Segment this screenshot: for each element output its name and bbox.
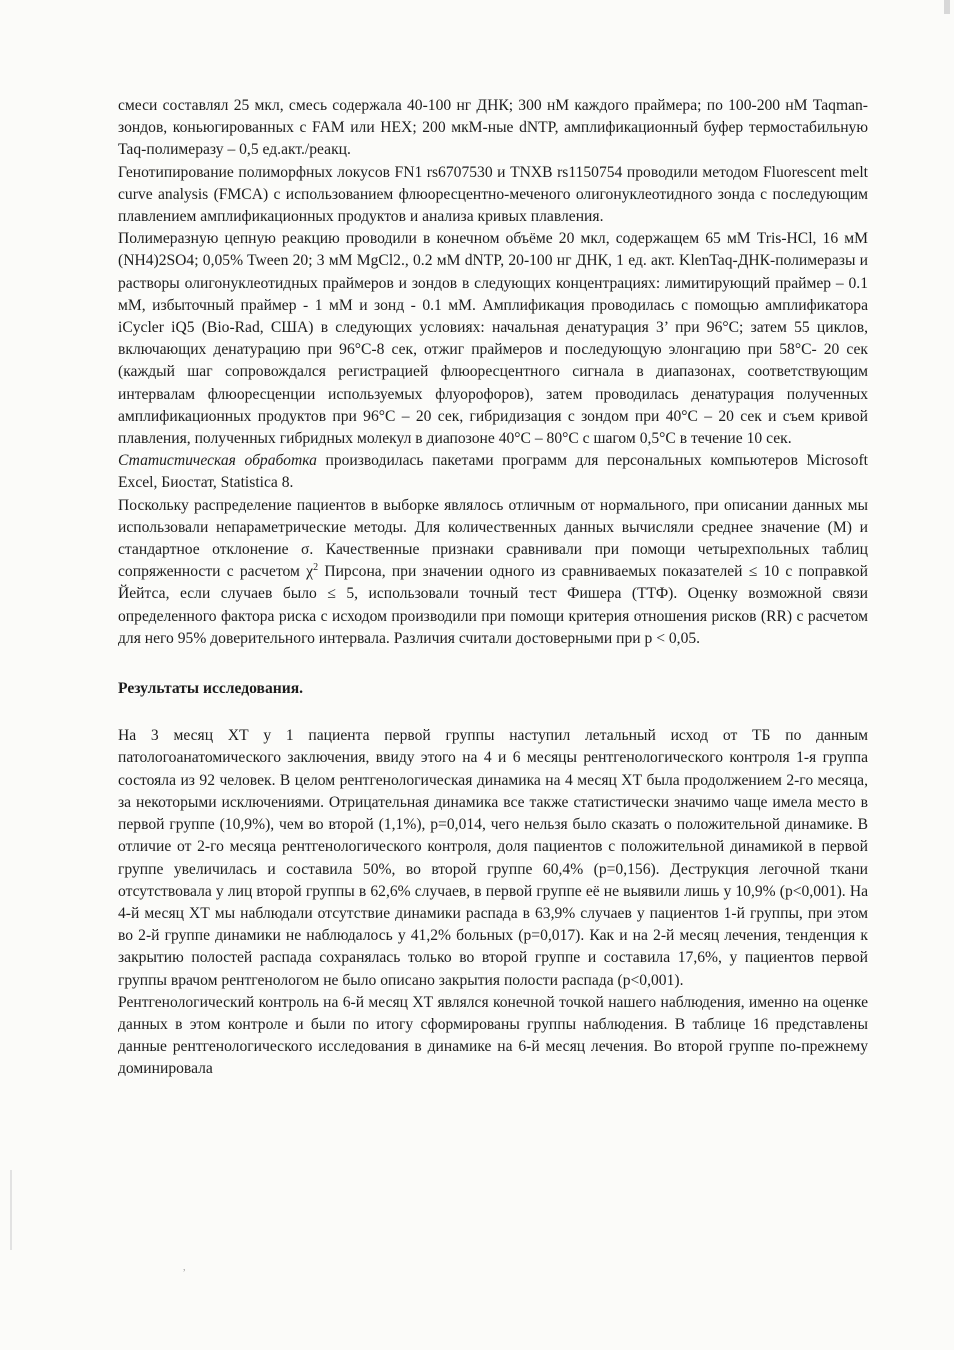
statistical-methods-text-a: Поскольку распределение пациентов в выборке являлось отличным от нормального, при описании данных мы использовали непараметрические методы. Для количественных данных вычисляли среднее значение (М) и стандартное отклонение σ. Качественные признаки сравнивали при помощи четырехпольных таблиц сопряженности с расчетом χ [118,496,868,581]
paragraph-statistics-software [118,450,868,494]
paragraph-results-month-6: Рентгенологический контроль на 6-й месяц ХТ являлся конечной точкой нашего наблюдения, именно на оценке данных в этом контроле и были по итогу сформированы группы наблюдения. В таблице 16 представлены данные рентгенологического исследования в динамике на 6-й месяц лечения. Во второй группе по-прежнему доминировала [118,993,868,1078]
section-heading-results: Результаты исследования. [118,680,304,698]
chi-square-superscript: 2 [313,562,319,574]
statistics-term: Статистическая обработка [118,452,317,470]
paragraph-pcr: Полимеразную цепную реакцию проводили в конечном объёме 20 мкл, содержащем 65 мМ Tris-HCl, 16 мМ (NH4)2SO4; 0,05% Tween 20; 3 мМ MgCl2., 0.2 мМ dNTP, 20-100 нг ДНК, 1 ед. акт. KlenTaq-ДНК-полимеразы и растворы олигонуклеотидных праймеров и зондов в следующих концентрациях: лимитирующий праймер – 0.1 мМ, избыточный праймер - 1 мМ и зонд - 0.1 мМ. Амплификация проводилась с помощью амплификатора iCycler iQ5 (Bio-Rad, США) в следующих условиях: начальная денатурация 3’ при 96°С; затем 55 циклов, включающих денатурацию при 96°С-8 сек, отжиг праймеров и последующую элонгацию при 58°С- 20 сек (каждый шаг сопровождался регистрацией флюоресцентного сигнала в диапазонах, соответствующим интервалам флюоресценции используемых флуорофоров), затем проводилась денатурация полученных амплификационных продуктов при 96°С – 20 сек, гибридизация с зондом при 40°С – 20 сек и съем кривой плавления, полученных гибридных молекул в диапозоне 40°С – 80°С с шагом 0,5°С в течение 10 сек. [118,230,868,448]
scan-artifact: , [183,1262,186,1273]
statistical-methods-text-b: Пирсона, при значении одного из сравниваемых показателей ≤ 10 с поправкой Йейтса, если случаев было ≤ 5, использовали точный тест Фишера (ТТФ). Оценку возможной связи определенного фактора риска с исходом производили при помощи критерия отношения рисков (RR) с расчетом для него 95% доверительного интервала. Различия считали достоверными при р < 0,05. [118,563,868,647]
paragraph-statistical-methods [118,495,868,650]
statistics-software-text: производилась пакетами программ для персональных компьютеров Microsoft Excel, Биостат, Statistica 8. [118,452,868,492]
scan-artifact [944,0,950,14]
paragraph-results-month-4: На 3 месяц ХТ у 1 пациента первой группы наступил летальный исход от ТБ по данным патологоанатомического заключения, ввиду этого на 4 и 6 месяцы рентгенологического контроля 1-я группа состояла из 92 человек. В целом рентгенологическая динамика на 4 месяц ХТ была продолжением 2-го месяца, за некоторыми исключениями. Отрицательная динамика все также статистически значимо чаще имела место в первой группе (10,9%), чем во второй (1,1%), р=0,014, чего нельзя было сказать о положительной динамике. В отличие от 2-го месяца рентгенологического контроля, доля пациентов с положительной динамикой в первой группе увеличилась и составила 50%, во второй группе 60,4% (р=0,156). Деструкция легочной ткани отсутствовала у лиц второй группы в 62,6% случаев, в первой группе её не выявили лишь у 10,9% (р<0,001). На 4-й месяц ХТ мы наблюдали отсутствие динамики распада в 63,9% случаев у пациентов 1-й группы, при этом во 2-й группе динамики не наблюдалось у 41,2% больных (р=0,017). Как и на 2-й месяц лечения, тенденция к закрытию полостей распада сохранялась только во второй группе и составила 17,6%, у пациентов первой группы врачом рентгенологом не было описано закрытия полости распада (р<0,001). [118,727,868,989]
body-text [118,95,868,1081]
scan-artifact [10,1170,12,1250]
paragraph-mix-composition: смеси составлял 25 мкл, смесь содержала 40-100 нг ДНК; 300 нМ каждого праймера; по 100-200 нМ Taqman-зондов, коньюгированных с FAM или HEX; 200 мкМ-ные dNTP, амплификационный буфер термостабильную Taq-полимеразу – 0,5 ед.акт./реакц. [118,97,868,159]
paragraph-genotyping: Генотипирование полиморфных локусов FN1 rs6707530 и TNXB rs1150754 проводили методом Fluorescent melt curve analysis (FMCA) с использованием флюоресцентно-меченого олигонуклеотидного зонда с последующим плавлением амплификационных продуктов и анализа кривых плавления. [118,163,868,226]
